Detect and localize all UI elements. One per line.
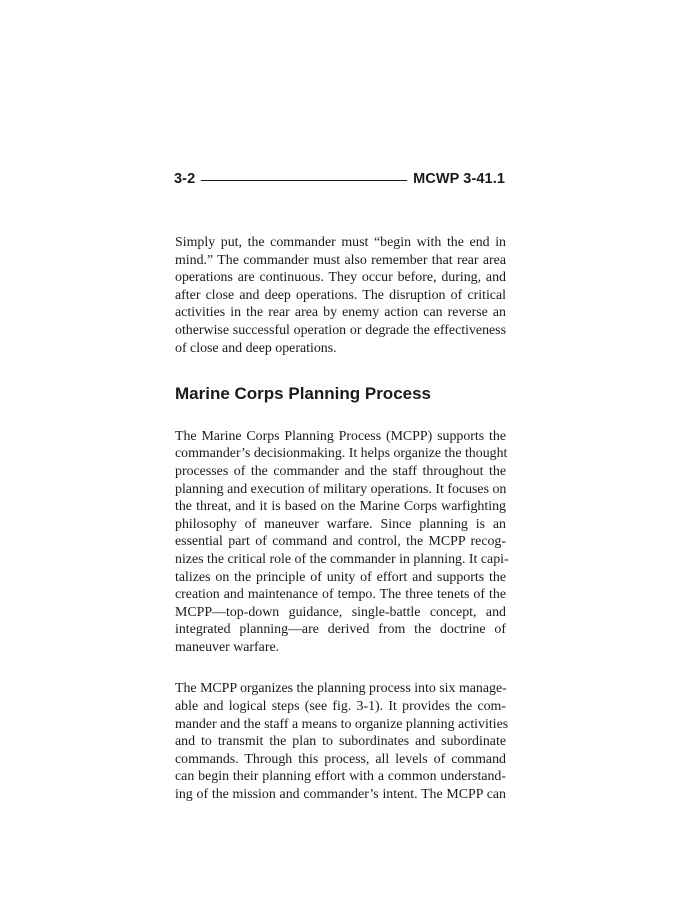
text-line: creation and maintenance of tempo. The three tenets of the <box>175 587 506 603</box>
text-line: activities in the rear area by enemy action can reverse an <box>175 305 506 321</box>
text-line: talizes on the principle of unity of effort and supports the <box>175 569 506 585</box>
running-header <box>174 168 505 190</box>
text-line: the threat, and it is based on the Marine Corps warfighting <box>175 499 506 515</box>
text-line: nizes the critical role of the commander in planning. It capi- <box>175 551 509 567</box>
text-line: and to transmit the plan to subordinates and subordinate <box>175 734 506 750</box>
paragraph-mcpp-steps <box>175 680 509 803</box>
text-line: operations are continuous. They occur before, during, and <box>175 270 506 286</box>
text-line: mind.” The commander must also remember that rear area <box>175 252 506 268</box>
section-heading: Marine Corps Planning Process <box>175 384 432 404</box>
text-line: essential part of command and control, the MCPP recog- <box>175 534 506 550</box>
header-rule <box>201 180 407 181</box>
paragraph-rear-area <box>175 234 506 357</box>
text-line: commander’s decisionmaking. It helps organize the thought <box>175 446 508 462</box>
text-line: MCPP—top-down guidance, single-battle concept, and <box>175 604 506 620</box>
text-line: ing of the mission and commander’s intent. The MCPP can <box>175 787 506 803</box>
text-line: able and logical steps (see fig. 3-1). It provides the com- <box>175 699 506 715</box>
text-line: of close and deep operations. <box>175 340 337 356</box>
text-line: commands. Through this process, all levels of command <box>175 751 506 767</box>
publication-title: MCWP 3-41.1 <box>413 171 505 187</box>
text-line: after close and deep operations. The disruption of critical <box>175 287 506 303</box>
page-body <box>175 234 509 804</box>
text-line: philosophy of maneuver warfare. Since planning is an <box>175 516 506 532</box>
text-line: Simply put, the commander must “begin with the end in <box>175 235 506 250</box>
page-number: 3-2 <box>174 171 196 187</box>
text-line: planning and execution of military operations. It focuses on <box>175 481 507 497</box>
text-line: can begin their planning effort with a common understand- <box>175 769 506 785</box>
paragraph-mcpp-intro <box>175 428 509 657</box>
text-line: maneuver warfare. <box>175 639 280 655</box>
text-line: The Marine Corps Planning Process (MCPP) supports the <box>175 428 506 444</box>
text-line: otherwise successful operation or degrade the effectiveness <box>175 322 506 338</box>
paragraph-gap <box>175 656 506 680</box>
text-line: processes of the commander and the staff throughout the <box>175 463 506 479</box>
text-line: The MCPP organizes the planning process into six manage- <box>175 681 507 697</box>
text-line: mander and the staff a means to organize planning activities <box>175 716 509 732</box>
text-line: integrated planning—are derived from the doctrine of <box>175 622 506 638</box>
